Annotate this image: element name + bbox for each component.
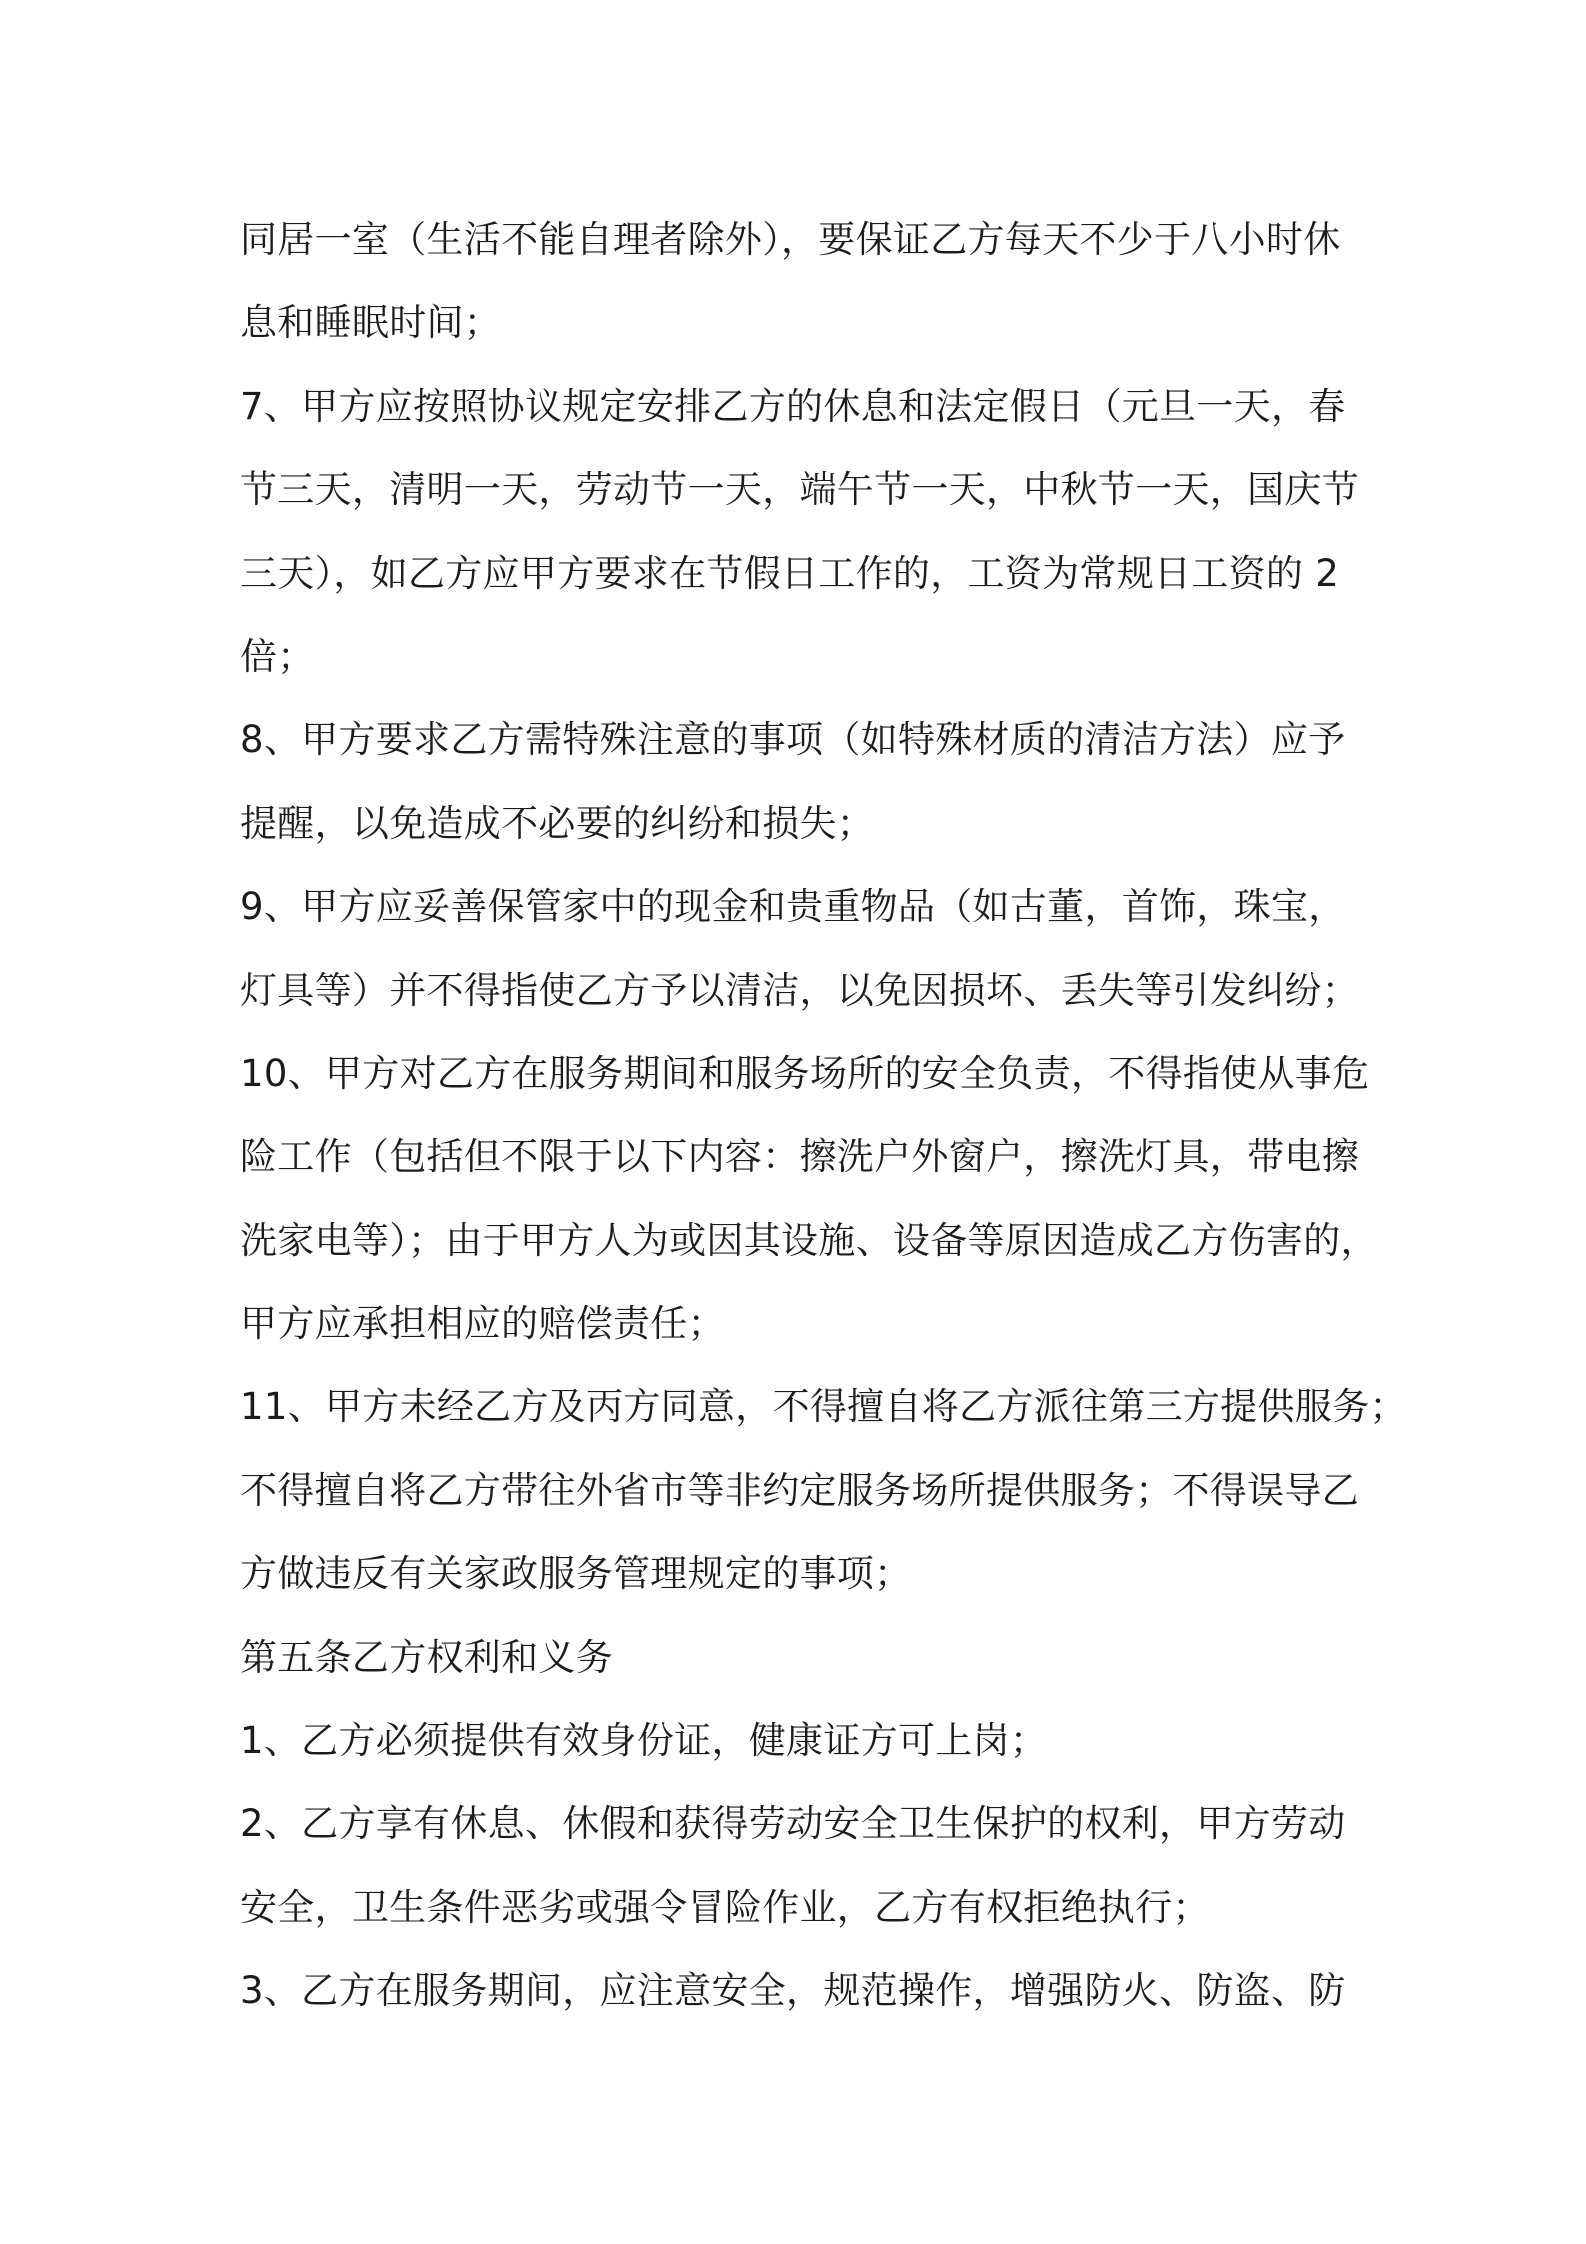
text-line: 同居一室（生活不能自理者除外），要保证乙方每天不少于八小时休: [240, 218, 1341, 261]
text-line: 8、甲方要求乙方需特殊注意的事项（如特殊材质的清洁方法）应予: [240, 718, 1346, 762]
text-line: 甲方应承担相应的赔偿责任；: [240, 1302, 725, 1346]
text-line: 安全，卫生条件恶劣或强令冒险作业，乙方有权拒绝执行；: [240, 1885, 1210, 1929]
text-line: 息和睡眠时间；: [240, 301, 502, 345]
text-line: 2、乙方享有休息、休假和获得劳动安全卫生保护的权利，甲方劳动: [240, 1802, 1346, 1846]
text-line: 险工作（包括但不限于以下内容：擦洗户外窗户，擦洗灯具，带电擦: [240, 1135, 1359, 1179]
text-line: 7、甲方应按照协议规定安排乙方的休息和法定假日（元旦一天，春: [240, 384, 1346, 428]
text-line: 洗家电等）；由于甲方人为或因其设施、设备等原因造成乙方伤害的，: [240, 1218, 1378, 1262]
text-line: 方做违反有关家政服务管理规定的事项；: [240, 1552, 912, 1596]
text-line: 11、甲方未经乙方及丙方同意，不得擅自将乙方派往第三方提供服务；: [240, 1385, 1407, 1429]
text-line: 10、甲方对乙方在服务期间和服务场所的安全负责，不得指使从事危: [240, 1051, 1370, 1095]
text-line: 3、乙方在服务期间，应注意安全，规范操作，增强防火、防盗、防: [240, 1969, 1346, 2013]
text-line: 不得擅自将乙方带往外省市等非约定服务场所提供服务；不得误导乙: [240, 1468, 1359, 1512]
section-heading: 第五条乙方权利和义务: [240, 1635, 613, 1679]
document-body: [240, 198, 1407, 2033]
text-line: 1、乙方必须提供有效身份证，健康证方可上岗；: [240, 1719, 1048, 1763]
text-line: 9、甲方应妥善保管家中的现金和贵重物品（如古董，首饰，珠宝，: [240, 885, 1346, 929]
text-line: 灯具等）并不得指使乙方予以清洁，以免因损坏、丢失等引发纠纷；: [240, 968, 1359, 1012]
text-line: 节三天，清明一天，劳动节一天，端午节一天，中秋节一天，国庆节: [240, 468, 1359, 512]
text-line: 倍；: [240, 634, 315, 678]
text-line: 三天），如乙方应甲方要求在节假日工作的，工资为常规日工资的 2: [240, 551, 1340, 595]
text-line: 提醒，以免造成不必要的纠纷和损失；: [240, 801, 875, 845]
